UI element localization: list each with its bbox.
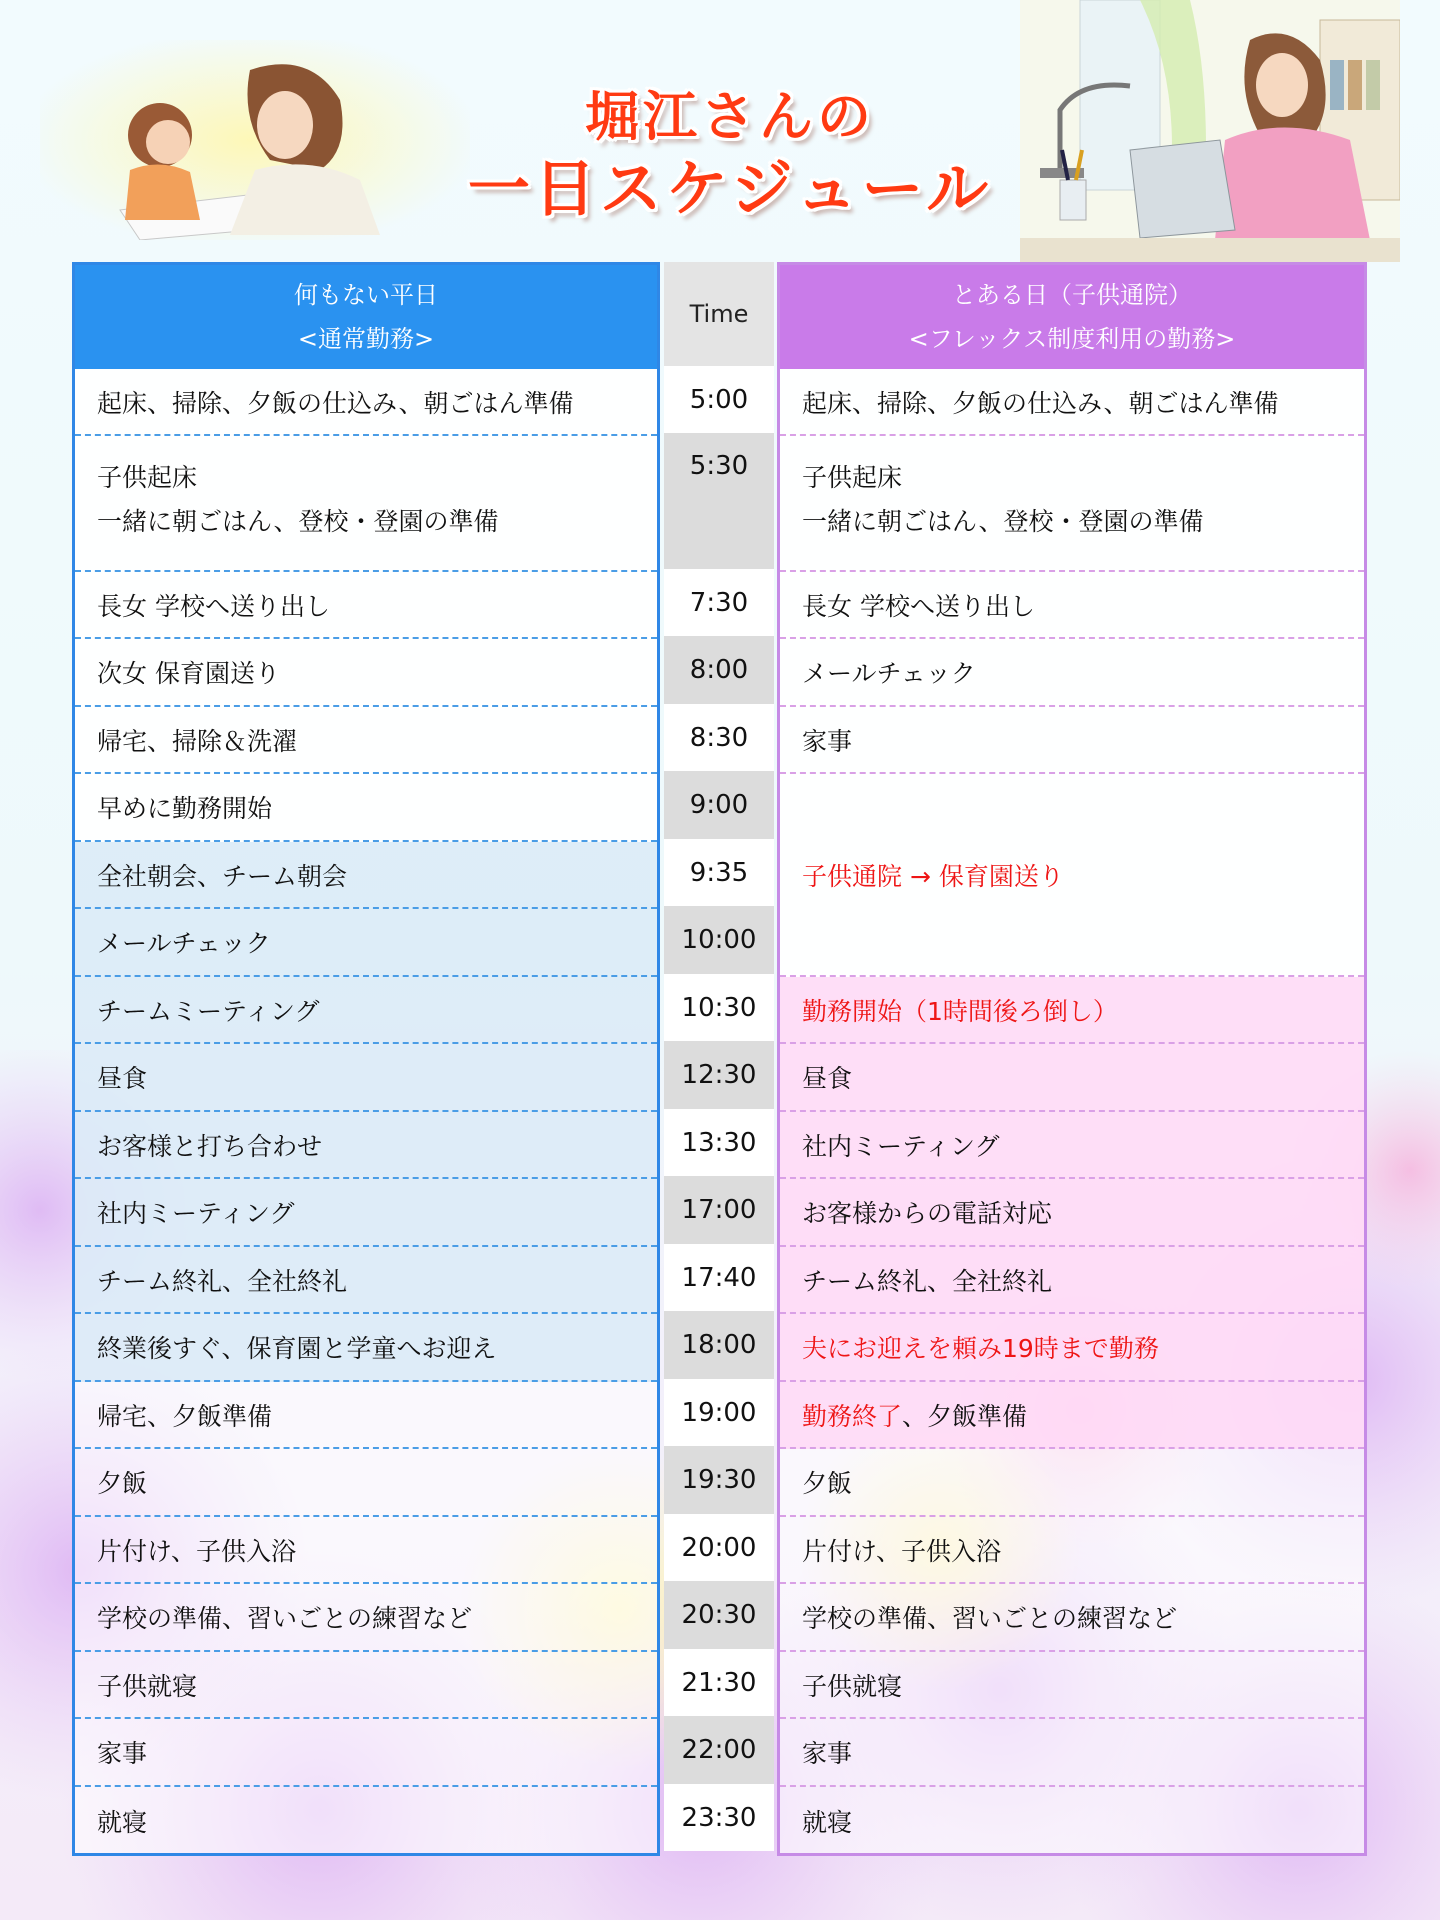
left-row: 帰宅、掃除＆洗濯 <box>75 707 657 774</box>
flex-workday-header <box>780 265 1364 369</box>
right-row: 家事 <box>780 707 1364 774</box>
time-cell: 10:30 <box>664 974 774 1041</box>
right-row: 社内ミーティング <box>780 1112 1364 1179</box>
left-row: 就寝 <box>97 1807 148 1837</box>
schedule-table <box>72 262 1367 1856</box>
time-cell: 8:00 <box>664 636 774 704</box>
time-cell: 18:00 <box>664 1311 774 1379</box>
title-line2: 一日スケジュール <box>467 152 993 225</box>
right-row: チーム終礼、全社終礼 <box>780 1247 1364 1314</box>
right-row: 就寝 <box>802 1807 853 1837</box>
time-cell: 23:30 <box>664 1784 774 1851</box>
left-row: 家事 <box>75 1719 657 1787</box>
normal-workday-column <box>72 262 660 1856</box>
time-cell: 19:30 <box>664 1446 774 1514</box>
time-cell: 8:30 <box>664 704 774 771</box>
right-row: 家事 <box>780 1719 1364 1787</box>
left-row: 夕飯 <box>75 1449 657 1517</box>
time-cell: 5:30 <box>664 433 774 569</box>
left-row: チーム終礼、全社終礼 <box>75 1247 657 1314</box>
time-column <box>664 262 774 1856</box>
left-row: 次女 保育園送り <box>75 639 657 707</box>
right-row: 昼食 <box>780 1044 1364 1112</box>
right-row: お客様からの電話対応 <box>780 1179 1364 1247</box>
normal-workday-header <box>75 265 657 369</box>
right-row: 子供起床 一緒に朝ごはん、登校・登園の準備 <box>780 436 1364 572</box>
right-row: 長女 学校へ送り出し <box>780 572 1364 639</box>
left-row: 子供起床 一緒に朝ごはん、登校・登園の準備 <box>75 436 657 572</box>
left-row: 早めに勤務開始 <box>75 774 657 842</box>
left-row: 長女 学校へ送り出し <box>75 572 657 639</box>
right-row: 子供就寝 <box>780 1652 1364 1719</box>
normal-workday-title: 何もない平日 <box>294 281 438 309</box>
time-cell: 13:30 <box>664 1109 774 1176</box>
left-row: チームミーティング <box>75 977 657 1044</box>
left-row: 終業後すぐ、保育園と学童へお迎え <box>75 1314 657 1382</box>
title-line1: 堀江さんの <box>585 85 875 148</box>
normal-workday-subtitle: <通常勤務> <box>297 325 435 353</box>
time-cell: 12:30 <box>664 1041 774 1109</box>
right-row: メールチェック <box>780 639 1364 707</box>
time-cell: 9:35 <box>664 839 774 906</box>
time-cell: 21:30 <box>664 1649 774 1716</box>
left-row: お客様と打ち合わせ <box>75 1112 657 1179</box>
left-row: 学校の準備、習いごとの練習など <box>75 1584 657 1652</box>
right-row-clinic-visit: 子供通院 → 保育園送り <box>780 774 1364 977</box>
time-cell: 19:00 <box>664 1379 774 1446</box>
time-cell: 20:00 <box>664 1514 774 1581</box>
right-row: 勤務開始（1時間後ろ倒し） <box>780 977 1364 1044</box>
time-cell: 5:00 <box>664 366 774 433</box>
left-row: 社内ミーティング <box>75 1179 657 1247</box>
left-row: メールチェック <box>75 909 657 977</box>
right-row: 片付け、子供入浴 <box>780 1517 1364 1584</box>
left-row: 昼食 <box>75 1044 657 1112</box>
right-row: 起床、掃除、夕飯の仕込み、朝ごはん準備 <box>780 369 1364 436</box>
time-cell: 10:00 <box>664 906 774 974</box>
flex-workday-title: とある日（子供通院） <box>952 281 1192 309</box>
right-row: 夕飯 <box>780 1449 1364 1517</box>
left-row: 子供就寝 <box>75 1652 657 1719</box>
mother-daughter-study-illustration <box>40 40 470 240</box>
time-cell: 17:00 <box>664 1176 774 1244</box>
page-title <box>460 84 1000 228</box>
time-cell: 7:30 <box>664 569 774 636</box>
time-cell: 22:00 <box>664 1716 774 1784</box>
time-cell: 17:40 <box>664 1244 774 1311</box>
left-row: 片付け、子供入浴 <box>75 1517 657 1584</box>
left-row: 帰宅、夕飯準備 <box>75 1382 657 1449</box>
flex-workday-column <box>777 262 1367 1856</box>
flex-workday-subtitle: <フレックス制度利用の勤務> <box>908 325 1236 353</box>
time-cell: 20:30 <box>664 1581 774 1649</box>
right-row: 勤務終了 、夕飯準備 <box>780 1382 1364 1449</box>
right-row: 夫にお迎えを頼み19時まで勤務 <box>780 1314 1364 1382</box>
left-row: 起床、掃除、夕飯の仕込み、朝ごはん準備 <box>75 369 657 436</box>
time-header: Time <box>664 262 774 366</box>
time-cell: 9:00 <box>664 771 774 839</box>
left-row: 全社朝会、チーム朝会 <box>75 842 657 909</box>
woman-at-laptop-illustration <box>1020 0 1400 262</box>
right-row: 学校の準備、習いごとの練習など <box>780 1584 1364 1652</box>
